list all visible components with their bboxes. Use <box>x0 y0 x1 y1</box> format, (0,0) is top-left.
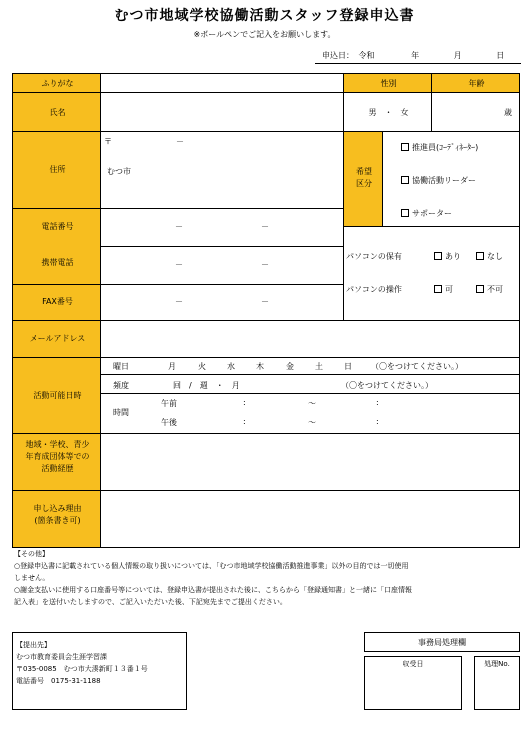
application-date <box>322 50 504 61</box>
furigana-input[interactable] <box>100 73 344 93</box>
hope-option-label: サポーター <box>412 209 452 218</box>
time-pm-colon-1: : <box>243 417 246 426</box>
submission-box <box>12 632 187 710</box>
mobile-dash-1: － <box>175 260 183 269</box>
notes-line: しません。 <box>14 574 50 582</box>
notes-line: ○登録申込書に記載されている個人情報の取り扱いについては、「むつ市地域学校協働活動推進事業」以外の目的では一切使用 <box>14 562 409 570</box>
fax-input[interactable] <box>100 284 344 321</box>
frequency-label: 頻度 <box>113 381 129 390</box>
furigana-label-cell <box>12 73 101 93</box>
email-label: メールアドレス <box>29 334 86 343</box>
experience-label-cell <box>12 433 101 491</box>
pc-owned-yes[interactable] <box>434 251 461 262</box>
office-number-label: 処理No. <box>484 660 510 668</box>
time-am-colon-2: : <box>376 398 379 407</box>
time-am-label: 午前 <box>161 399 177 408</box>
hope-label <box>344 166 384 190</box>
submission-org: むつ市教育委員会生涯学習課 <box>16 653 107 661</box>
fax-label-cell <box>12 284 101 321</box>
gender-header: 性別 <box>380 79 397 88</box>
submission-phone: 電話番号 0175-31-1188 <box>16 677 101 685</box>
time-pm-tilde: ～ <box>308 418 316 427</box>
email-input[interactable] <box>100 320 520 358</box>
notes-section <box>14 548 519 608</box>
age-unit: 歳 <box>504 108 512 117</box>
weekday-sun[interactable]: 日 <box>344 362 352 371</box>
date-label: 申込日： <box>322 51 354 60</box>
hope-label-line2: 区分 <box>356 179 372 188</box>
checkbox-icon <box>434 285 442 293</box>
availability-label-cell <box>12 357 101 434</box>
gender-value: 男 ・ 女 <box>368 108 409 117</box>
experience-label-line: 年育成団体等での <box>25 452 90 461</box>
checkbox-icon <box>434 252 442 260</box>
checkbox-icon <box>401 209 409 217</box>
date-month: 月 <box>453 51 462 60</box>
option-label: 不可 <box>487 285 503 294</box>
reason-label-line: (箇条書き可) <box>34 516 81 525</box>
time-pm-colon-2: : <box>376 417 379 426</box>
time-am-colon-1: : <box>243 398 246 407</box>
experience-label-line: 地域・学校、青少 <box>25 440 90 449</box>
office-title: 事務局処理欄 <box>418 638 466 647</box>
mobile-input[interactable] <box>100 246 344 285</box>
date-year: 年 <box>411 51 420 60</box>
hope-options <box>382 131 520 227</box>
phone-label: 電話番号 <box>41 222 74 231</box>
checkbox-icon <box>401 176 409 184</box>
form-subtitle: ※ボールペンでご記入をお願いします。 <box>193 30 336 39</box>
phone-label-cell <box>12 208 101 285</box>
hope-label-cell <box>343 131 383 227</box>
option-label: 可 <box>445 285 453 294</box>
office-received-label: 収受日 <box>402 660 424 668</box>
reason-label <box>13 503 102 527</box>
time-am-tilde: ～ <box>308 399 316 408</box>
furigana-label: ふりがな <box>41 79 74 88</box>
hope-option-label: 協働活動リーダー <box>412 176 476 185</box>
notes-title: 【その他】 <box>14 550 49 558</box>
age-header: 年齢 <box>468 79 485 88</box>
experience-label <box>13 439 102 475</box>
hope-option-leader[interactable] <box>401 175 476 186</box>
form-title: むつ市地域学校協働活動スタッフ登録申込書 <box>114 8 415 24</box>
weekday-fri[interactable]: 金 <box>286 362 294 371</box>
address-label: 住所 <box>49 165 66 174</box>
submission-title: 【提出先】 <box>16 641 51 649</box>
name-input[interactable] <box>100 92 344 132</box>
mobile-dash-2: － <box>261 260 269 269</box>
office-received-cell <box>364 656 462 710</box>
weekday-tue[interactable]: 火 <box>198 362 206 371</box>
checkbox-icon <box>476 285 484 293</box>
date-day: 日 <box>496 51 505 60</box>
experience-input[interactable] <box>100 433 520 491</box>
fax-dash-1: － <box>175 297 183 306</box>
time-label: 時間 <box>113 408 129 417</box>
submission-address: 〒035-0085 むつ市大湊新町１３番１号 <box>16 665 148 673</box>
availability-label: 活動可能日時 <box>33 391 82 400</box>
hope-option-coordinator[interactable] <box>401 142 478 153</box>
date-underline <box>315 63 521 64</box>
pc-use-no[interactable] <box>476 284 503 295</box>
postal-mark: 〒 <box>104 137 112 146</box>
pc-owned-label: パソコンの保有 <box>346 252 402 261</box>
checkbox-icon <box>476 252 484 260</box>
checkbox-icon <box>401 143 409 151</box>
hope-option-supporter[interactable] <box>401 208 452 219</box>
date-era: 令和 <box>358 51 375 60</box>
notes-line: 記入表」を送付いたしますので、ご記入いただいた後、下記宛先までご提出ください。 <box>14 598 287 606</box>
frequency-text[interactable]: 回 / 週 ・ 月 <box>173 381 240 390</box>
weekday-thu[interactable]: 木 <box>256 362 264 371</box>
weekday-wed[interactable]: 水 <box>227 362 235 371</box>
fax-dash-2: － <box>261 297 269 306</box>
office-number-cell <box>474 656 520 710</box>
address-city: むつ市 <box>107 167 131 176</box>
age-input[interactable] <box>431 92 520 132</box>
address-label-cell <box>12 131 101 209</box>
age-header-cell <box>431 73 520 93</box>
weekday-label: 曜日 <box>113 362 129 371</box>
availability-section <box>100 357 520 434</box>
weekday-mon[interactable]: 月 <box>168 362 176 371</box>
option-label: なし <box>487 252 503 261</box>
phone-dash-1: － <box>175 222 183 231</box>
pc-use-label: パソコンの操作 <box>346 285 402 294</box>
postal-dash: － <box>176 137 184 146</box>
reason-input[interactable] <box>100 490 520 548</box>
hope-option-label: 推進員(ｺｰﾃﾞｨﾈｰﾀｰ) <box>412 143 479 152</box>
fax-label: FAX番号 <box>42 297 73 306</box>
experience-label-line: 活動経歴 <box>41 464 74 473</box>
mobile-label: 携帯電話 <box>41 258 74 267</box>
submission-text <box>16 639 148 687</box>
address-input[interactable] <box>100 131 344 209</box>
name-label: 氏名 <box>49 108 66 117</box>
phone-input[interactable] <box>100 208 344 247</box>
office-title-cell <box>364 632 520 652</box>
reason-label-cell <box>12 490 101 548</box>
frequency-note: （〇をつけてください。） <box>341 381 433 390</box>
gender-header-cell <box>343 73 432 93</box>
weekday-sat[interactable]: 土 <box>315 362 323 371</box>
pc-use-yes[interactable] <box>434 284 453 295</box>
weekday-note: （〇をつけてください。） <box>371 362 463 371</box>
notes-line: ○謝金支払いに使用する口座番号等については、登録申込書が提出された後に、こちらから「登録通知書」と一緒に「口座情報 <box>14 586 412 594</box>
reason-label-line: 申し込み理由 <box>33 504 82 513</box>
email-label-cell <box>12 320 101 358</box>
option-label: あり <box>445 252 461 261</box>
phone-dash-2: － <box>261 222 269 231</box>
name-label-cell <box>12 92 101 132</box>
hope-label-line1: 希望 <box>356 167 372 176</box>
time-pm-label: 午後 <box>161 418 177 427</box>
pc-section <box>343 226 520 321</box>
pc-owned-no[interactable] <box>476 251 503 262</box>
gender-choice[interactable] <box>343 92 432 132</box>
